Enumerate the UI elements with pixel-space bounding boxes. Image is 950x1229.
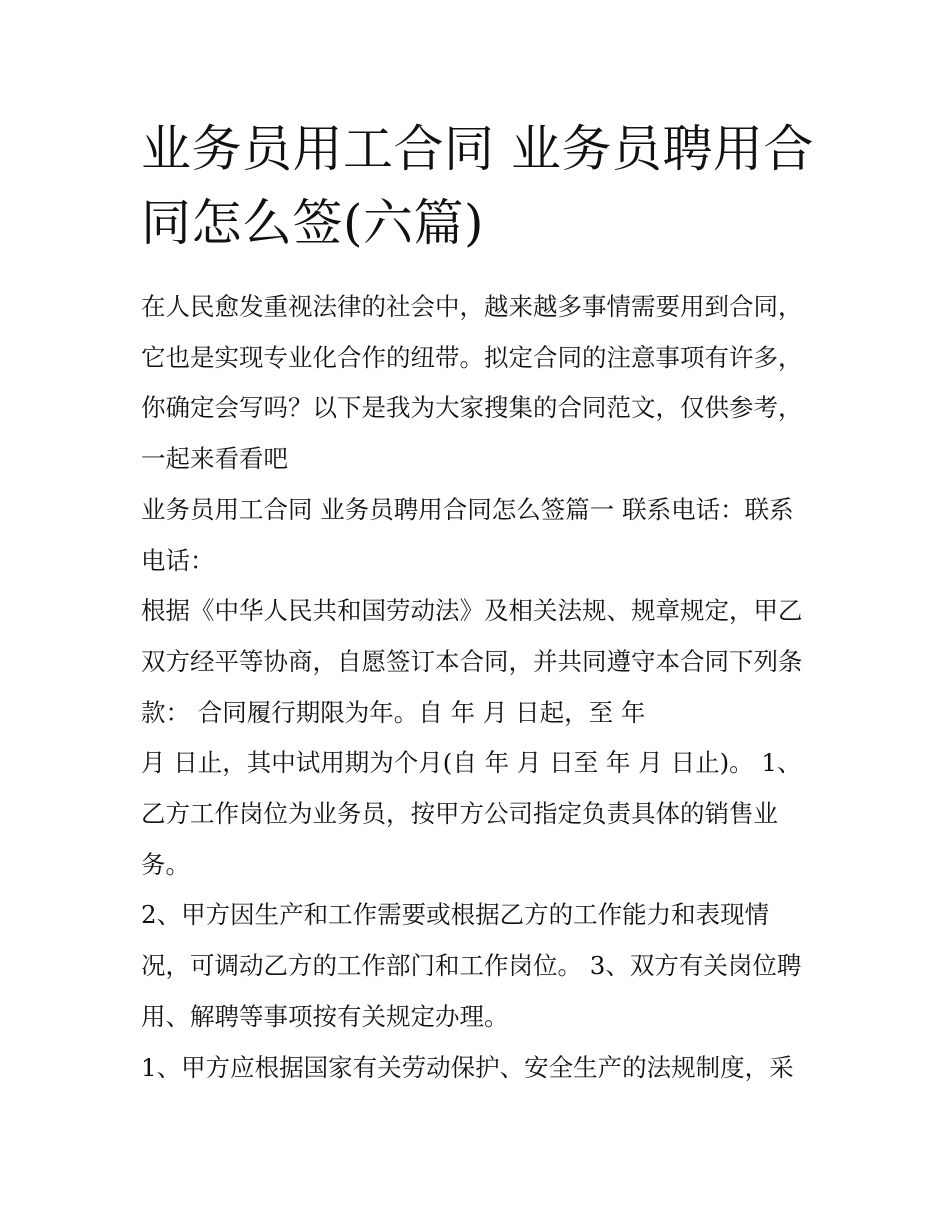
- text-line: 电话：: [141, 545, 215, 575]
- text-line: 1、甲方应根据国家有关劳动保护、安全生产的法规制度，采: [141, 1052, 794, 1082]
- text-line: 乙方工作岗位为业务员，按甲方公司指定负责具体的销售业: [141, 799, 778, 829]
- text-line: 款： 合同履行期限为年。自 年 月 日起，至 年: [141, 697, 646, 727]
- paragraph-term: [141, 738, 821, 890]
- text-line: 根据《中华人民共和国劳动法》及相关法规、规章规定，甲乙: [141, 596, 803, 626]
- text-line: 用、解聘等事项按有关规定办理。: [141, 1001, 509, 1031]
- paragraph-labor-protection: [141, 1043, 821, 1094]
- text-line: 它也是实现专业化合作的纽带。拟定合同的注意事项有许多，: [141, 342, 803, 372]
- text-line: 一起来看看吧: [141, 444, 288, 474]
- document-page: [141, 112, 821, 1093]
- document-title: [141, 112, 821, 260]
- document-body: [141, 282, 821, 1093]
- text-line: 你确定会写吗？以下是我为大家搜集的合同范文，仅供参考，: [141, 393, 803, 423]
- text-line: 在人民愈发重视法律的社会中，越来越多事情需要用到合同，: [141, 292, 803, 321]
- paragraph-legal-basis: [141, 586, 821, 738]
- paragraph-section-heading: [141, 485, 821, 586]
- paragraph-intro: [141, 282, 821, 485]
- text-line: 务。: [141, 849, 190, 879]
- text-line: 双方经平等协商，自愿签订本合同，并共同遵守本合同下列条: [141, 646, 803, 676]
- text-line: 况，可调动乙方的工作部门和工作岗位。 3、双方有关岗位聘: [141, 951, 802, 981]
- title-line: 同怎么签(六篇): [141, 194, 485, 252]
- text-line: 业务员用工合同 业务员聘用合同怎么签篇一 联系电话：联系: [141, 494, 794, 524]
- text-line: 月 日止，其中试用期为个月(自 年 月 日至 年 月 日止)。 1、: [141, 748, 802, 778]
- paragraph-job-transfer: [141, 890, 821, 1042]
- text-line: 2、甲方因生产和工作需要或根据乙方的工作能力和表现情: [141, 900, 770, 930]
- title-line: 业务员用工合同 业务员聘用合: [141, 120, 814, 178]
